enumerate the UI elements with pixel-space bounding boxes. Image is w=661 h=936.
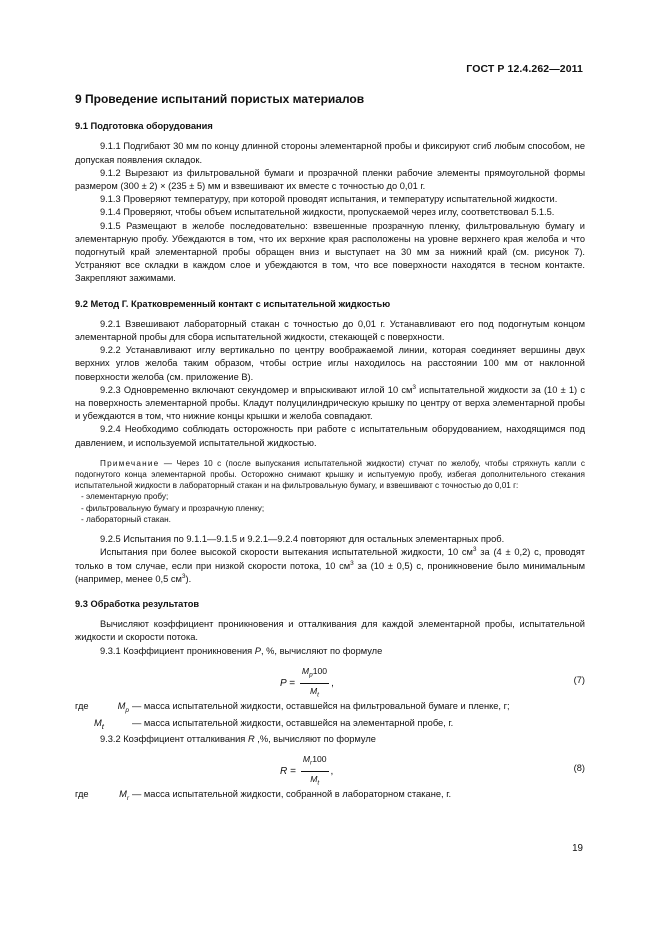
- paragraph-9-2-1: 9.2.1 Взвешивают лабораторный стакан с точностью до 0,01 г. Устанавливают его под подогнутым концом элементарной пробы для сбора испытательной жидкости, стекающей с поверхности.: [75, 318, 585, 343]
- fraction: $\frac{M_r100}{M_t}$: [302, 754, 327, 787]
- equation-7: [75, 661, 585, 697]
- subsection-9-3-title: 9.3 Обработка результатов: [75, 598, 200, 609]
- paragraph-9-3-intro: Вычисляют коэффициент проникновения и отталкивания для каждой элементарной пробы, испытательной жидкости и скорости потока.: [75, 619, 585, 643]
- paragraph-9-2-5: 9.2.5 Испытания по 9.1.1—9.1.5 и 9.2.1—9.2.4 повторяют для остальных элементарных проб.: [100, 534, 505, 545]
- paragraph-9-1-2: 9.1.2 Вырезают из фильтровальной бумаги и прозрачной пленки рабочие элементы прямоугольной формы размером (300 ± 2) × (235 ± 5) мм и взвешивают их вместе с точностью до 0,01 г.: [75, 167, 585, 192]
- where-clause-mr: где $M_r$ — масса испытательной жидкости, собранной в лабораторном стакане, г.: [75, 789, 452, 802]
- formula-repellency: R = $\frac{M_r100}{M_t}$ ,: [280, 753, 333, 790]
- fraction: $\frac{M_p100}{M_t}$: [301, 665, 328, 699]
- list-item: - фильтровальную бумагу и прозрачную пленку;: [81, 503, 265, 513]
- subsection-9-2-title: 9.2 Метод Г. Кратковременный контакт с испытательной жидкостью: [75, 298, 391, 309]
- paragraph-9-2-4: 9.2.4 Необходимо соблюдать осторожность при работе с испытательным оборудованием, находящимся под давлением, и используемой испытательной жидкостью.: [75, 424, 585, 448]
- paragraph-9-3-2: 9.3.2 Коэффициент отталкивания R ,%, вычисляют по формуле: [100, 733, 376, 744]
- paragraph-flow-rate: Испытания при более высокой скорости вытекания испытательной жидкости, 10 $см^3$ за (4 ± 0,2) с, проводят только в том случае, если при низкой скорости потока, 10 $см^3$ за (10 ± 0,5) с, проникновение было минимальным (например, менее 0,5 $см^3$).: [75, 546, 585, 584]
- formula-penetration: P = $\frac{M_p100}{M_t}$ ,: [280, 665, 334, 702]
- note-label: Примечание: [100, 458, 160, 468]
- page-number: 19: [572, 843, 583, 854]
- where-clause-mt: $M_t$ — масса испытательной жидкости, оставшейся на элементарной пробе, г.: [94, 717, 454, 731]
- where-clause-mp: где $M_p$ — масса испытательной жидкости, оставшейся на фильтровальной бумаге и пленке, г;: [75, 700, 510, 714]
- paragraph-9-2-3: 9.2.3 Одновременно включают секундомер и впрыскивают иглой 10 $см^3$ испытательной жидкости за (10 ± 1) с на поверхность элементарной пробы. Кладут полуцилиндрическую крышку по центру от верха элементарной пробы и убеждаются в том, что нижние концы крышки и желоба совпадают.: [75, 383, 585, 422]
- note-paragraph: Примечание — Через 10 с (после выпускания испытательной жидкости) стучат по желобу, чтобы стряхнуть капли с подогнутого конца элементарной пробы. Осторожно снимают крышку и испытуемую пробу, избегая дополнительного стекания испытательной жидкости в лабораторный стакан и на фильтровальную бумагу, и взвешивают с точностью до 0,01 г:: [75, 458, 585, 491]
- paragraph-9-1-3: 9.1.3 Проверяют температуру, при которой проводят испытания, и температуру испытательной жидкости.: [100, 194, 558, 205]
- list-item: - лабораторный стакан.: [81, 514, 171, 524]
- equation-8: [75, 749, 585, 785]
- equation-number: (8): [573, 763, 585, 774]
- paragraph-9-1-5: 9.1.5 Размещают в желобе последовательно: взвешенные прозрачную пленку, фильтровальную бумагу и элементарную пробу. Убеждаются в том, что их верхние края расположены на уровне верхнего края желоба и что подогнутый край элементарной пробы обращен вниз и выступает на 30 мм за нижний край (см. рисунок 7). Устраняют все складки в каждом слое и убеждаются в том, что все поверхности находятся в тесном контакте. Закрепляют зажимами.: [75, 220, 585, 284]
- subsection-9-1-title: 9.1 Подготовка оборудования: [75, 121, 213, 132]
- page-content: [75, 93, 585, 805]
- note-list: [75, 491, 585, 525]
- list-item: - элементарную пробу;: [81, 492, 169, 502]
- paragraph-9-1-4: 9.1.4 Проверяют, чтобы объем испытательной жидкости, пропускаемой через иглу, соответствовал 5.1.5.: [100, 207, 555, 218]
- paragraph-9-3-1: 9.3.1 Коэффициент проникновения P, %, вычисляют по формуле: [100, 645, 383, 656]
- equation-number: (7): [573, 674, 585, 685]
- standard-header: ГОСТ Р 12.4.262—2011: [466, 63, 583, 75]
- paragraph-9-2-2: 9.2.2 Устанавливают иглу вертикально по центру воображаемой линии, которая соединяет вершины двух верхних углов желоба таким образом, чтобы острие иглы находилось на расстоянии 100 мм от наклонной поверхности желоба (см. приложение В).: [75, 345, 585, 382]
- section-title: 9 Проведение испытаний пористых материалов: [75, 92, 365, 106]
- paragraph-9-1-1: 9.1.1 Подгибают 30 мм по концу длинной стороны элементарной пробы и фиксируют сгиб любым способом, не допуская появления складок.: [75, 141, 585, 165]
